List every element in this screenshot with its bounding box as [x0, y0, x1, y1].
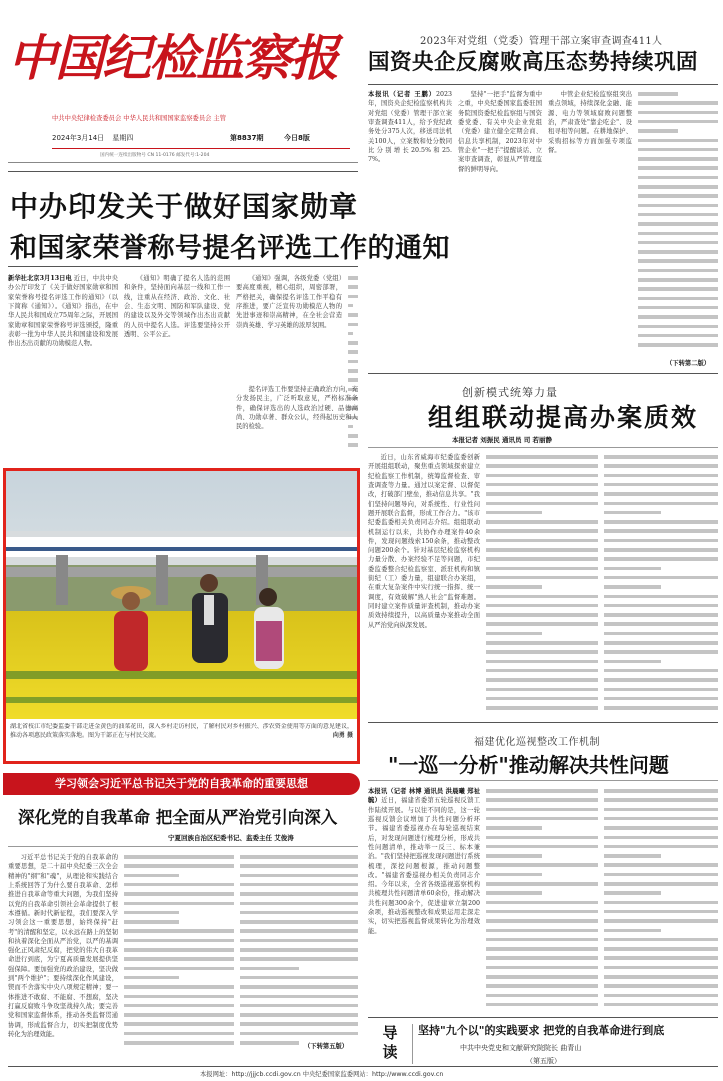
- text-line-placeholder: [604, 585, 661, 589]
- text-line-placeholder: [638, 241, 718, 245]
- text-line-placeholder: [604, 688, 718, 692]
- text-line-placeholder: [486, 669, 598, 673]
- masthead-sponsor: 中共中央纪律检查委员会 中华人民共和国国家监察委员会 主管: [52, 115, 227, 122]
- text-line-placeholder: [486, 817, 598, 821]
- text-line-placeholder: [604, 539, 718, 543]
- text-line-placeholder: [240, 967, 299, 971]
- text-line-placeholder: [124, 995, 234, 999]
- guide-part: （第五版）: [526, 1057, 561, 1065]
- text-line-placeholder: [486, 929, 598, 933]
- text-line-placeholder: [638, 101, 718, 105]
- text-line-placeholder: [638, 213, 718, 217]
- text-line-placeholder: [604, 873, 718, 877]
- masthead-date-row: [52, 133, 350, 145]
- text-line-placeholder: [604, 882, 718, 886]
- text-line-placeholder: [604, 678, 718, 682]
- text-line-placeholder: [486, 919, 598, 923]
- text-line-placeholder: [604, 492, 718, 496]
- text-line-placeholder: [604, 975, 718, 979]
- text-line-placeholder: [240, 920, 358, 924]
- text-line-placeholder: [240, 939, 358, 943]
- text-line-placeholder: [240, 995, 358, 999]
- text-line-placeholder: [638, 269, 718, 273]
- lower-kicker: 福建优化巡视整改工作机制: [474, 737, 600, 748]
- text-line-placeholder: [638, 343, 718, 347]
- text-line-placeholder: [486, 539, 598, 543]
- text-line-placeholder: [240, 855, 358, 859]
- text-line-placeholder: [124, 902, 234, 906]
- text-line-placeholder: [486, 492, 598, 496]
- top-right-col-4: [638, 90, 718, 358]
- text-line-placeholder: [124, 911, 179, 915]
- text-line-placeholder: [348, 378, 358, 382]
- text-line-placeholder: [604, 817, 718, 821]
- column-text: 习近平总书记关于党的自我革命的重要思想，是二十届中央纪委三次全会精神的"纲"和"魂"，从理论和实践结合上系统回答了为什么要自我革命、怎样推进自我革命等重大问题，为我们坚持以党的自我革命引领社会革命提供了根本遵循。新时代新征程，我们要深入学习领会这一重要思想，始终保持"赶考"的清醒和坚定，以永远在路上的坚韧和执着深化全面从严治党，以严的基调强化正风肃纪反腐，把党的伟大自我革命进行到底，为宁夏高质量发展提供坚强保障。要加强党的政治建设，坚决做到"两个维护"；要持续深化作风建设，锲而不舍落实中央八项规定精神；要一体推进不敢腐、不能腐、不想腐，坚决打赢反腐败斗争攻坚战持久战；要完善党和国家监督体系，推动各类监督贯通协调，形成监督合力，切实把制度优势转化为治理效能。: [8, 854, 118, 1038]
- top-right-headline: 国资央企反腐败高压态势持续巩固: [368, 50, 699, 75]
- text-line-placeholder: [638, 325, 718, 329]
- text-line-placeholder: [486, 706, 598, 710]
- text-line-placeholder: [486, 464, 598, 468]
- text-line-placeholder: [124, 1022, 234, 1026]
- text-line-placeholder: [486, 947, 598, 951]
- mid-text: 近日，山东省威海市纪委监委创新开展组组联动，聚焦重点领域探索建立纪检监察工作机制，统筹监督检查、审查调查等力量。通过以案定督、以督促改，打破部门壁垒，推动信息共享。"我们坚持问题导向，对系统性、行业性问题开展联合监督，形成工作合力。"该市纪委监委相关负责同志介绍。组组联动机制运行以来，共协作办理案件40余件，发现问题线索150余条，推动整改问题200余个。针对基层纪检监察机构力量分散、办案经验不足等问题，市纪委监委整合纪检监察室、派驻机构和镇街纪（工）委力量，组建联合办案组，在重大复杂案件中实行统一指挥、统一调度，有效破解"熟人社会"监督难题。同时建立案件质量评查机制，推动办案质效持续提升，以高质量办案推动全面从严治党向纵深发展。: [368, 454, 480, 629]
- text-line-placeholder: [604, 464, 718, 468]
- text-line-placeholder: [638, 297, 718, 301]
- text-line-placeholder: [240, 948, 358, 952]
- text-line-placeholder: [604, 613, 718, 617]
- text-line-placeholder: [486, 511, 542, 515]
- text-line-placeholder: [486, 650, 598, 654]
- text-line-placeholder: [348, 313, 358, 317]
- text-line-placeholder: [604, 929, 661, 933]
- text-line-placeholder: [604, 901, 718, 905]
- text-line-placeholder: [486, 529, 598, 533]
- text-line-placeholder: [604, 483, 718, 487]
- text-line-placeholder: [604, 548, 718, 552]
- text-line-placeholder: [486, 845, 598, 849]
- text-line-placeholder: [604, 455, 718, 459]
- lower-text: 近日，福建省委第五轮巡视反馈工作陆续开展。与以往不同的是，这一轮巡视反馈会议增加了共性问题分析环节。福建省委巡视办在每轮巡视结束后，对发现问题进行梳理分析，形成共性问题清单，推动举一反三、标本兼治。"我们坚持把巡视发现问题进行系统梳理，深挖问题根源，推动问题整改。"福建省委巡视办相关负责同志介绍。今年以来，全省各级巡视巡察机构共梳理共性问题清单60余份，推动解决共性问题300余个，促进建章立制200余项，推动巡视整改和成果运用走深走实，切实把巡视监督成果转化为治理效能。: [368, 797, 480, 935]
- lower-col-1: [368, 787, 480, 1015]
- text-line-placeholder: [486, 557, 598, 561]
- text-line-placeholder: [638, 222, 718, 226]
- text-line-placeholder: [486, 567, 598, 571]
- text-line-placeholder: [604, 641, 718, 645]
- text-line-placeholder: [486, 688, 598, 692]
- guide-label-char-2: 读: [382, 1043, 398, 1061]
- text-line-placeholder: [638, 194, 718, 198]
- issue-date: 2024年3月14日: [52, 134, 105, 142]
- text-line-placeholder: [638, 204, 718, 208]
- text-line-placeholder: [486, 938, 598, 942]
- column-col-2: [124, 853, 234, 1049]
- text-line-placeholder: [604, 845, 718, 849]
- mid-kicker: 创新模式统筹力量: [462, 386, 558, 399]
- text-line-placeholder: [604, 697, 718, 701]
- text-line-placeholder: [486, 604, 598, 608]
- text-line-placeholder: [638, 306, 718, 310]
- text-line-placeholder: [604, 956, 718, 960]
- text-line-placeholder: [604, 529, 718, 533]
- text-line-placeholder: [638, 334, 718, 338]
- text-line-placeholder: [348, 332, 353, 336]
- mid-col-1: [368, 453, 480, 713]
- main-text-2: 《通知》明确了提名人选的范围和条件，坚持面向基层一线和工作一线，注重从在经济、政治、文化、社会、生态文明、国防和军队建设、党的建设以及外交等领域作出杰出贡献的人员中提名人选。评选要坚持公开透明、公平公正。: [124, 275, 230, 338]
- top-right-col-3: [548, 90, 632, 338]
- text-line-placeholder: [486, 956, 598, 960]
- text-line-placeholder: [240, 864, 358, 868]
- text-line-placeholder: [240, 976, 358, 980]
- top-right-col-1: [368, 90, 452, 338]
- text-line-placeholder: [486, 891, 542, 895]
- text-line-placeholder: [124, 967, 234, 971]
- mid-headline: 组组联动提高办案质效: [428, 403, 699, 432]
- text-line-placeholder: [604, 947, 718, 951]
- guide-headline[interactable]: 坚持"九个以"的实践要求 把党的自我革命进行到底: [418, 1024, 665, 1037]
- text-line-placeholder: [638, 278, 718, 282]
- text-line-placeholder: [638, 232, 718, 236]
- text-line-placeholder: [486, 1003, 598, 1007]
- text-line-placeholder: [604, 474, 718, 478]
- text-line-placeholder: [124, 892, 234, 896]
- top-right-kicker: 2023年对党组（党委）管理干部立案审查调查411人: [420, 36, 663, 47]
- text-line-placeholder: [604, 604, 718, 608]
- text-line-placeholder: [486, 483, 598, 487]
- photo-image: [6, 471, 357, 719]
- text-line-placeholder: [638, 120, 718, 124]
- text-line-placeholder: [240, 883, 358, 887]
- text-line-placeholder: [124, 883, 234, 887]
- main-text-1: 近日，中共中央办公厅印发了《关于做好国家勋章和国家荣誉称号提名评选工作的通知》（以下简称《通知》）。《通知》指出，在中华人民共和国成立75周年之际，开展国家勋章和国家荣誉称号评选颁授，隆重表彰一批为中华人民共和国建设和发展作出杰出贡献的功勋模范人物。: [8, 275, 118, 348]
- photo-caption-text: 湖北省枝江市纪委监委干部走进金黄色的油菜花田，深入乡村走访村民，了解村民对乡村振兴、涉农资金使用等方面的意见建议，推动各项惠民政策落实落地。图为干部正在与村民交流。: [10, 723, 353, 739]
- main-headline-line-2: 和国家荣誉称号提名评选工作的通知: [10, 233, 450, 264]
- text-line-placeholder: [604, 595, 718, 599]
- text-line-placeholder: [240, 1032, 358, 1036]
- text-line-placeholder: [486, 613, 598, 617]
- text-line-placeholder: [240, 1041, 299, 1045]
- text-line-placeholder: [486, 826, 542, 830]
- text-line-placeholder: [240, 1022, 358, 1026]
- text-line-placeholder: [124, 874, 179, 878]
- text-line-placeholder: [348, 276, 358, 280]
- text-line-placeholder: [638, 185, 718, 189]
- text-line-placeholder: [638, 315, 718, 319]
- text-line-placeholder: [348, 360, 358, 364]
- text-line-placeholder: [486, 576, 598, 580]
- main-col-5: [236, 385, 358, 445]
- text-line-placeholder: [604, 891, 661, 895]
- issue-weekday: 星期四: [112, 134, 134, 142]
- text-line-placeholder: [604, 502, 718, 506]
- footer-text: 本报网址：http://jjjcb.ccdi.gov.cn 中央纪委国家监委网站：http://www.ccdi.gov.cn: [200, 1071, 444, 1078]
- guide-subline: 中共中央党史和文献研究院院长 曲青山: [460, 1044, 582, 1052]
- text-line-placeholder: [486, 502, 598, 506]
- mid-byline: 本报记者 刘振民 通讯员 司 若丽静: [452, 436, 553, 444]
- text-line-placeholder: [486, 660, 598, 664]
- text-line-placeholder: [124, 1013, 234, 1017]
- issue-number: 第8837期: [230, 134, 264, 142]
- text-line-placeholder: [604, 706, 718, 710]
- text-line-placeholder: [486, 641, 598, 645]
- text-line-placeholder: [240, 911, 358, 915]
- text-line-placeholder: [604, 984, 718, 988]
- text-line-placeholder: [604, 798, 718, 802]
- text-line-placeholder: [486, 882, 598, 886]
- masthead-logo: [8, 28, 348, 88]
- top-right-text-3: 中管企业纪检监察组突出重点领域，持续深化金融、能源、电力等领域腐败问题整治，严肃查处"靠企吃企"、设租寻租等问题。在耕地保护、采购招标等方面加强专项监督。: [548, 91, 632, 154]
- text-line-placeholder: [486, 966, 598, 970]
- column-col-1: [8, 853, 118, 1049]
- column-banner: [3, 773, 360, 795]
- text-line-placeholder: [638, 287, 718, 291]
- text-line-placeholder: [604, 576, 718, 580]
- text-line-placeholder: [240, 892, 358, 896]
- text-line-placeholder: [240, 957, 358, 961]
- text-line-placeholder: [124, 939, 234, 943]
- text-line-placeholder: [604, 826, 718, 830]
- text-line-placeholder: [348, 369, 358, 373]
- text-line-placeholder: [348, 295, 358, 299]
- text-line-placeholder: [638, 92, 678, 96]
- text-line-placeholder: [124, 957, 234, 961]
- text-line-placeholder: [604, 632, 718, 636]
- text-line-placeholder: [486, 808, 598, 812]
- text-line-placeholder: [604, 650, 718, 654]
- text-line-placeholder: [486, 863, 598, 867]
- text-line-placeholder: [604, 854, 661, 858]
- text-line-placeholder: [486, 474, 598, 478]
- text-line-placeholder: [124, 855, 234, 859]
- main-col-2: [124, 274, 230, 454]
- text-line-placeholder: [486, 585, 542, 589]
- text-line-placeholder: [638, 139, 718, 143]
- text-line-placeholder: [486, 910, 598, 914]
- text-line-placeholder: [638, 129, 678, 133]
- text-line-placeholder: [604, 836, 718, 840]
- text-line-placeholder: [638, 166, 718, 170]
- text-line-placeholder: [604, 994, 718, 998]
- text-line-placeholder: [604, 789, 718, 793]
- text-line-placeholder: [124, 920, 179, 924]
- text-line-placeholder: [486, 622, 598, 626]
- text-line-placeholder: [348, 350, 358, 354]
- text-line-placeholder: [240, 874, 358, 878]
- text-line-placeholder: [240, 929, 358, 933]
- text-line-placeholder: [486, 854, 542, 858]
- column-continued: （下转第五版）: [304, 1043, 349, 1050]
- text-line-placeholder: [124, 1032, 234, 1036]
- lower-col-2: [486, 787, 598, 1015]
- text-line-placeholder: [486, 632, 542, 636]
- text-line-placeholder: [240, 1013, 358, 1017]
- lower-col-3: [604, 787, 718, 1015]
- guide-label-char-1: 导: [382, 1024, 398, 1042]
- top-right-col-2: [458, 90, 542, 338]
- text-line-placeholder: [604, 520, 718, 524]
- photo-caption: [10, 723, 353, 759]
- top-right-text-1: 2023年，国资央企纪检监察机构共对党组（党委）管理干部立案审查调查411人，给予党纪政务处分375人次，移送司法机关100人，立案数和处分数同比分别增长20.5%和25.7%。: [368, 91, 452, 164]
- column-headline: 深化党的自我革命 把全面从严治党引向深入: [18, 808, 338, 827]
- text-line-placeholder: [638, 259, 718, 263]
- text-line-placeholder: [240, 985, 358, 989]
- text-line-placeholder: [348, 285, 358, 289]
- text-line-placeholder: [124, 948, 234, 952]
- text-line-placeholder: [604, 567, 661, 571]
- text-line-placeholder: [604, 1003, 718, 1007]
- text-line-placeholder: [486, 994, 598, 998]
- text-line-placeholder: [348, 341, 358, 345]
- photo-frame: [3, 468, 360, 764]
- main-text-4: 提名评选工作要坚持正确政治方向，充分发扬民主，广泛听取意见，严格标准条件，确保评选出的人选政治过硬、品德高尚、功勋卓著、群众公认，经得起历史和人民的检验。: [236, 386, 358, 431]
- lower-byline: 本报讯（记者 林博 通讯员 洪晨曦 郑祉毓）: [368, 788, 480, 805]
- text-line-placeholder: [124, 985, 234, 989]
- column-col-3: [240, 853, 358, 1049]
- text-line-placeholder: [604, 669, 718, 673]
- text-line-placeholder: [638, 250, 718, 254]
- text-line-placeholder: [124, 1041, 234, 1045]
- text-line-placeholder: [604, 511, 661, 515]
- text-line-placeholder: [486, 520, 598, 524]
- text-line-placeholder: [486, 901, 598, 905]
- text-line-placeholder: [486, 595, 598, 599]
- text-line-placeholder: [486, 789, 598, 793]
- text-line-placeholder: [604, 863, 718, 867]
- text-line-placeholder: [604, 910, 718, 914]
- text-line-placeholder: [638, 176, 718, 180]
- top-right-continued: （下转第二版）: [666, 360, 711, 367]
- text-line-placeholder: [486, 984, 598, 988]
- mid-col-2: [486, 453, 598, 713]
- text-line-placeholder: [486, 873, 542, 877]
- text-line-placeholder: [638, 148, 718, 152]
- text-line-placeholder: [638, 157, 718, 161]
- text-line-placeholder: [240, 902, 358, 906]
- mid-col-3: [604, 453, 718, 713]
- text-line-placeholder: [124, 864, 234, 868]
- text-line-placeholder: [486, 678, 598, 682]
- text-line-placeholder: [604, 622, 718, 626]
- text-line-placeholder: [240, 1004, 358, 1008]
- text-line-placeholder: [486, 548, 598, 552]
- column-byline: 宁夏回族自治区纪委书记、监委主任 艾俊涛: [168, 834, 294, 842]
- guide-link[interactable]: [418, 1022, 718, 1068]
- text-line-placeholder: [486, 798, 598, 802]
- main-col-1: [8, 274, 118, 454]
- text-line-placeholder: [638, 111, 718, 115]
- top-right-byline: 本报讯（记者 王鹏）: [368, 91, 436, 98]
- issue-pages: 今日8版: [284, 134, 310, 142]
- masthead-serial: 国内统一连续出版物号 CN 11-0176 邮发代号:1-204: [100, 153, 210, 158]
- text-line-placeholder: [604, 966, 718, 970]
- text-line-placeholder: [348, 304, 353, 308]
- text-line-placeholder: [604, 557, 718, 561]
- text-line-placeholder: [604, 938, 718, 942]
- text-line-placeholder: [486, 975, 598, 979]
- text-line-placeholder: [348, 323, 358, 327]
- text-line-placeholder: [486, 455, 598, 459]
- top-right-text-2: 坚持"一把手"监督为重中之重，中央纪委国家监委驻国务院国资委纪检监察组与国资委党委、有关中央企业党组（党委）建立健全定期会商、信息共享机制，2023年对中管企业"一把手"提醒谈话、立案审查调查，彰显从严管理监督的鲜明导向。: [458, 91, 542, 173]
- photo-credit: 向勇 摄: [332, 731, 353, 739]
- main-byline: 新华社北京3月13日电: [8, 275, 72, 282]
- lower-headline: "一巡一分析"推动解决共性问题: [388, 753, 669, 777]
- text-line-placeholder: [124, 929, 234, 933]
- guide-label: [372, 1024, 408, 1064]
- text-line-placeholder: [124, 1004, 234, 1008]
- text-line-placeholder: [604, 808, 718, 812]
- main-text-3: 《通知》强调，各级党委（党组）要高度重视，精心组织，周密部署，严格把关，确保提名评选工作平稳有序推进，要广泛宣传功勋模范人物的先进事迹和崇高精神，在全社会营造崇尚英雄、学习英雄的浓厚氛围。: [236, 275, 342, 329]
- text-line-placeholder: [124, 976, 179, 980]
- text-line-placeholder: [604, 919, 718, 923]
- column-banner-text: 学习领会习近平总书记关于党的自我革命的重要思想: [55, 777, 308, 790]
- main-headline-line-1: 中办印发关于做好国家勋章: [10, 190, 359, 223]
- text-line-placeholder: [604, 660, 661, 664]
- text-line-placeholder: [486, 836, 598, 840]
- text-line-placeholder: [486, 697, 598, 701]
- logo-text: 中国纪检监察报: [8, 29, 338, 87]
